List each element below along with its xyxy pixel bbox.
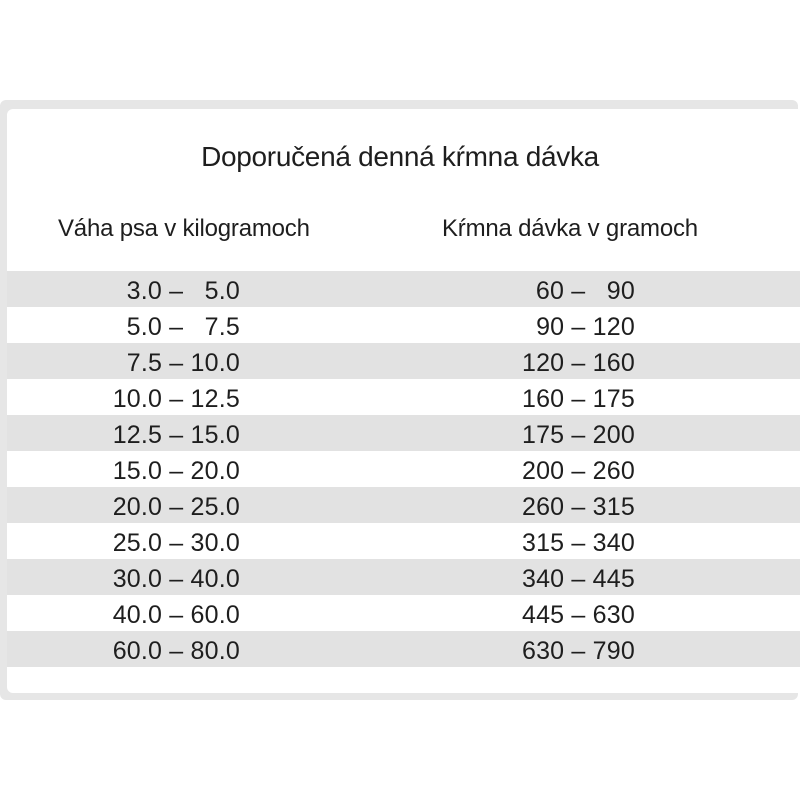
portion-cell: 630 – 790 [521, 637, 635, 665]
column-header-portion: Kŕmna dávka v gramoch [442, 215, 698, 242]
weight-cell: 25.0 – 30.0 [112, 529, 240, 557]
weight-cell: 12.5 – 15.0 [112, 421, 240, 449]
table-row [7, 451, 800, 487]
table-row [7, 595, 800, 631]
table-row [7, 523, 800, 559]
weight-cell: 60.0 – 80.0 [112, 637, 240, 665]
table-row [7, 379, 800, 415]
table-row [7, 307, 800, 343]
weight-cell: 7.5 – 10.0 [126, 349, 240, 377]
portion-cell: 340 – 445 [521, 565, 635, 593]
table-title: Doporučená denná kŕmna dávka [201, 141, 599, 172]
table-row [7, 487, 800, 523]
table-row [7, 271, 800, 307]
column-header-weight: Váha psa v kilogramoch [58, 215, 310, 242]
portion-cell: 60 – 90 [535, 277, 635, 305]
table-row [7, 559, 800, 595]
portion-cell: 160 – 175 [521, 385, 635, 413]
portion-cell: 175 – 200 [521, 421, 635, 449]
weight-cell: 20.0 – 25.0 [112, 493, 240, 521]
table-row [7, 343, 800, 379]
weight-cell: 5.0 – 7.5 [126, 313, 240, 341]
weight-cell: 3.0 – 5.0 [126, 277, 240, 305]
weight-cell: 10.0 – 12.5 [112, 385, 240, 413]
weight-cell: 40.0 – 60.0 [112, 601, 240, 629]
portion-cell: 120 – 160 [521, 349, 635, 377]
portion-cell: 90 – 120 [536, 313, 635, 341]
weight-cell: 30.0 – 40.0 [112, 565, 240, 593]
portion-cell: 445 – 630 [521, 601, 635, 629]
table-row [7, 631, 800, 667]
portion-cell: 315 – 340 [521, 529, 635, 557]
portion-cell: 200 – 260 [521, 457, 635, 485]
table-row [7, 415, 800, 451]
weight-cell: 15.0 – 20.0 [112, 457, 240, 485]
portion-cell: 260 – 315 [521, 493, 635, 521]
feeding-table-rows [7, 271, 800, 667]
